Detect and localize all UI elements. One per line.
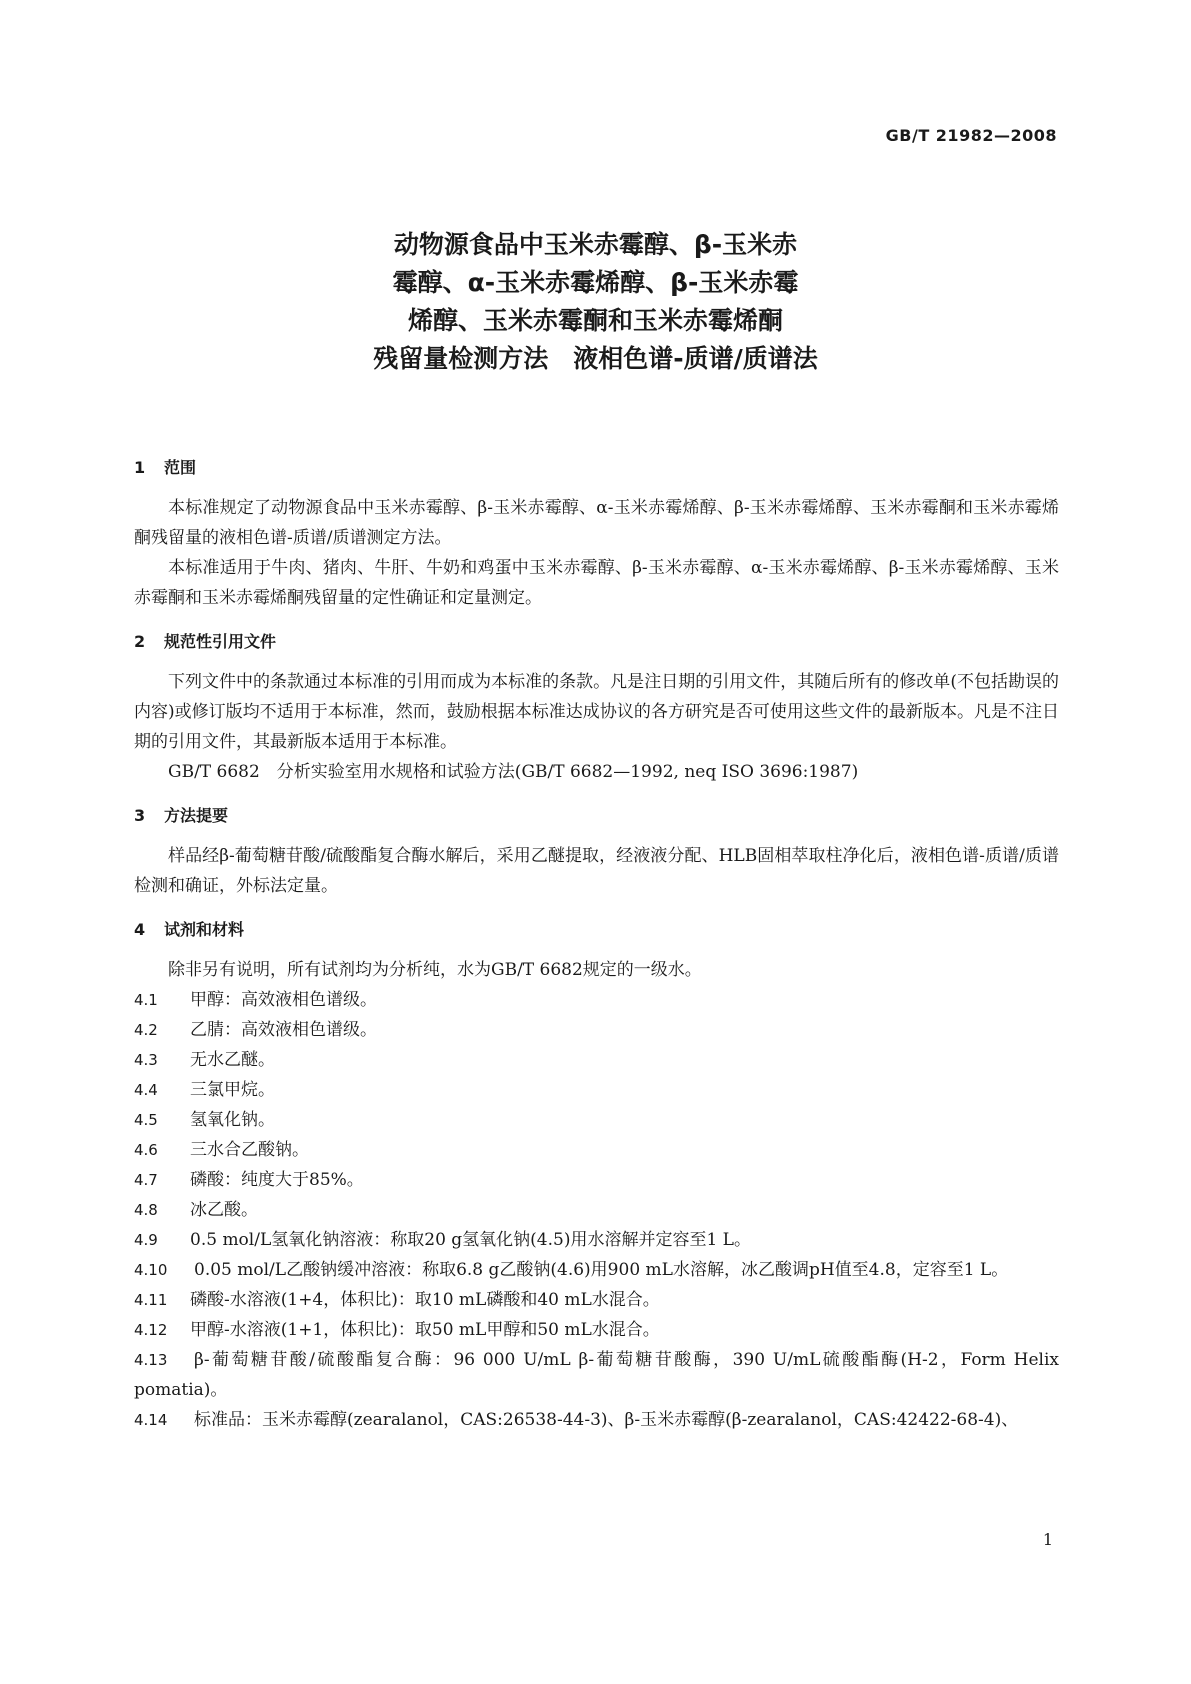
item-number: 4.6 [134, 1141, 158, 1159]
item-text: 磷酸：纯度大于85%。 [190, 1170, 364, 1190]
list-item [134, 1075, 1059, 1105]
list-item [134, 1405, 1059, 1435]
list-item [134, 1285, 1059, 1315]
item-text: 磷酸-水溶液(1+4，体积比)：取10 mL磷酸和40 mL水混合。 [190, 1290, 660, 1310]
section-number: 4 [134, 920, 146, 939]
list-item [134, 1045, 1059, 1075]
item-number: 4.1 [134, 991, 158, 1009]
paragraph: 下列文件中的条款通过本标准的引用而成为本标准的条款。凡是注日期的引用文件，其随后所有的修改单(不包括勘误的内容)或修订版均不适用于本标准，然而，鼓励根据本标准达成协议的各方研究是否可使用这些文件的最新版本。凡是不注日期的引用文件，其最新版本适用于本标准。 [134, 672, 1059, 752]
section-heading-scope [134, 453, 1059, 483]
standard-code: GB/T 21982—2008 [885, 126, 1057, 145]
item-text: 三水合乙酸钠。 [190, 1140, 309, 1160]
item-text: 无水乙醚。 [190, 1050, 275, 1070]
list-item [134, 1015, 1059, 1045]
paragraph: 除非另有说明，所有试剂均为分析纯，水为GB/T 6682规定的一级水。 [168, 960, 702, 980]
reference-entry: GB/T 6682 分析实验室用水规格和试验方法(GB/T 6682—1992, neq ISO 3696:1987) [168, 762, 859, 782]
list-item [134, 1345, 1059, 1405]
item-text: 甲醇-水溶液(1+1，体积比)：取50 mL甲醇和50 mL水混合。 [190, 1320, 660, 1340]
item-text: 0.5 mol/L氢氧化钠溶液：称取20 g氢氧化钠(4.5)用水溶解并定容至1 L。 [190, 1230, 751, 1250]
item-text: 甲醇：高效液相色谱级。 [190, 990, 377, 1010]
section-title: 规范性引用文件 [164, 632, 277, 651]
item-number: 4.3 [134, 1051, 158, 1069]
section-heading-method-summary [134, 801, 1059, 831]
item-text: 冰乙酸。 [190, 1200, 258, 1220]
list-item [134, 1225, 1059, 1255]
item-number: 4.11 [134, 1291, 168, 1309]
list-item [134, 1165, 1059, 1195]
title-line: 动物源食品中玉米赤霉醇、β-玉米赤 [393, 230, 798, 259]
section-number: 2 [134, 632, 146, 651]
section-number: 3 [134, 806, 146, 825]
item-text: 标准品：玉米赤霉醇(zearalanol，CAS:26538-44-3)、β-玉米赤霉醇(β-zearalanol，CAS:42422-68-4)、 [194, 1410, 1019, 1430]
section-title: 方法提要 [164, 806, 229, 825]
item-number: 4.8 [134, 1201, 158, 1219]
list-item [134, 985, 1059, 1015]
item-number: 4.4 [134, 1081, 158, 1099]
section-heading-normative-references [134, 627, 1059, 657]
page-number: 1 [1042, 1530, 1053, 1549]
list-item [134, 1255, 1059, 1285]
list-item [134, 1195, 1059, 1225]
item-text: 三氯甲烷。 [190, 1080, 275, 1100]
item-number: 4.10 [134, 1261, 168, 1279]
list-item [134, 1105, 1059, 1135]
paragraph: 样品经β-葡萄糖苷酸/硫酸酯复合酶水解后，采用乙醚提取，经液液分配、HLB固相萃取柱净化后，液相色谱-质谱/质谱检测和确证，外标法定量。 [134, 846, 1059, 896]
item-number: 4.7 [134, 1171, 158, 1189]
item-text: 氢氧化钠。 [190, 1110, 275, 1130]
item-text: β-葡萄糖苷酸/硫酸酯复合酶：96 000 U/mL β-葡萄糖苷酸酶，390 U/mL硫酸酯酶(H-2，Form Helix pomatia)。 [134, 1350, 1059, 1400]
list-item [134, 1135, 1059, 1165]
section-title: 范围 [164, 458, 197, 477]
document-body [134, 447, 1059, 1435]
item-number: 4.2 [134, 1021, 158, 1039]
section-number: 1 [134, 458, 146, 477]
item-text: 0.05 mol/L乙酸钠缓冲溶液：称取6.8 g乙酸钠(4.6)用900 mL水溶解，冰乙酸调pH值至4.8，定容至1 L。 [194, 1260, 1009, 1280]
item-number: 4.14 [134, 1411, 168, 1429]
document-title [0, 226, 1191, 378]
item-number: 4.13 [134, 1351, 168, 1369]
title-line: 残留量检测方法 液相色谱-质谱/质谱法 [373, 344, 818, 373]
list-item [134, 1315, 1059, 1345]
item-number: 4.12 [134, 1321, 168, 1339]
title-line: 霉醇、α-玉米赤霉烯醇、β-玉米赤霉 [392, 268, 799, 297]
section-heading-reagents [134, 915, 1059, 945]
title-line: 烯醇、玉米赤霉酮和玉米赤霉烯酮 [407, 306, 783, 335]
section-title: 试剂和材料 [164, 920, 245, 939]
item-text: 乙腈：高效液相色谱级。 [190, 1020, 377, 1040]
paragraph: 本标准规定了动物源食品中玉米赤霉醇、β-玉米赤霉醇、α-玉米赤霉烯醇、β-玉米赤霉烯醇、玉米赤霉酮和玉米赤霉烯酮残留量的液相色谱-质谱/质谱测定方法。 [134, 498, 1059, 548]
item-number: 4.9 [134, 1231, 158, 1249]
paragraph: 本标准适用于牛肉、猪肉、牛肝、牛奶和鸡蛋中玉米赤霉醇、β-玉米赤霉醇、α-玉米赤霉烯醇、β-玉米赤霉烯醇、玉米赤霉酮和玉米赤霉烯酮残留量的定性确证和定量测定。 [134, 558, 1059, 608]
item-number: 4.5 [134, 1111, 158, 1129]
